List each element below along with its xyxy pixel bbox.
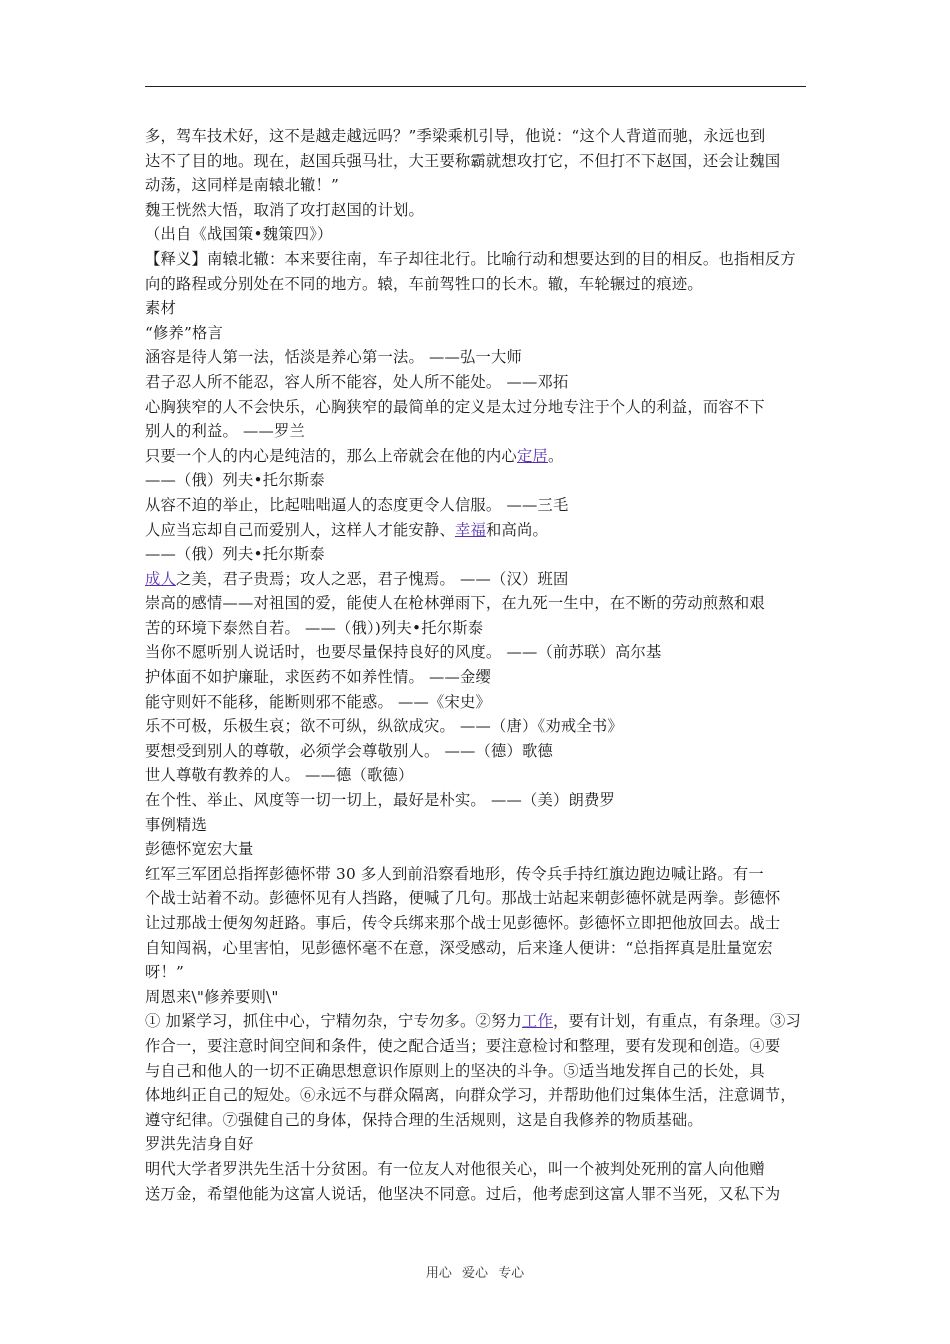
text-line [145,370,813,395]
text-line [145,493,813,518]
text-segment: 动荡，这同样是南辕北辙！” [145,176,339,195]
text-segment: 世人尊敬有教养的人。 ——德（歌德） [145,766,414,785]
text-line [145,640,813,665]
document-body [145,124,813,1206]
text-line [145,149,813,174]
text-line [145,542,813,567]
text-segment: 呀！” [145,963,185,982]
text-line [145,591,813,616]
inline-link[interactable]: 成人 [145,569,176,588]
text-line [145,886,813,911]
text-segment: 明代大学者罗洪先生活十分贫困。有一位友人对他很关心，叫一个被判处死刑的富人向他赠 [145,1159,765,1178]
text-segment: ——（俄）列夫•托尔斯泰 [145,545,325,564]
text-line [145,173,813,198]
text-segment: 自知闯祸，心里害怕，见彭德怀毫不在意，深受感动，后来逢人便讲：“总指挥真是肚量宽宏 [145,938,773,957]
page-footer: 用心 爱心 专心 [425,1266,525,1281]
text-segment: ① 加紧学习，抓住中心，宁精勿杂，宁专勿多。②努力 [145,1012,522,1031]
text-line [145,296,813,321]
text-segment: 彭德怀宽宏大量 [145,840,254,859]
text-segment: 当你不愿听别人说话时，也要尽量保持良好的风度。 ——（前苏联）高尔基 [145,643,662,662]
text-segment: 作合一，要注意时间空间和条件，使之配合适当；要注意检讨和整理，要有发现和创造。④要 [145,1036,781,1055]
text-segment: 事例精选 [145,815,207,834]
text-segment: 遵守纪律。⑦强健自己的身体，保持合理的生活规则，这是自我修养的物质基础。 [145,1110,703,1129]
text-line [145,518,813,543]
text-line [145,1108,813,1133]
text-segment: ——（俄）列夫•托尔斯泰 [145,471,325,490]
inline-link[interactable]: 定居 [516,446,548,465]
text-segment: 在个性、举止、风度等一切一切上，最好是朴实。 ——（美）朗费罗 [145,791,615,810]
text-line [145,124,813,149]
text-segment: 素材 [145,299,176,318]
text-line [145,345,813,370]
text-line [145,616,813,641]
text-line [145,198,813,223]
text-segment: 崇高的感情——对祖国的爱，能使人在枪林弹雨下，在九死一生中，在不断的劳动煎熬和艰 [145,594,765,613]
text-line [145,714,813,739]
text-segment: 与自己和他人的一切不正确思想意识作原则上的坚决的斗争。⑤适当地发挥自己的长处，具 [145,1061,765,1080]
text-segment: 魏王恍然大悟，取消了攻打赵国的计划。 [145,200,424,219]
text-line [145,1034,813,1059]
text-segment: 苦的环境下泰然自若。 ——（俄）)列夫•托尔斯泰 [145,618,484,637]
text-line [145,690,813,715]
text-line [145,739,813,764]
text-segment: 和高尚。 [485,520,548,539]
text-segment: ，要有计划，有重点，有条理。③习 [553,1012,801,1031]
text-line [145,444,813,469]
text-segment: 。 [547,446,564,465]
text-line [145,567,813,592]
text-line [145,395,813,420]
text-segment: 让过那战士便匆匆赶路。事后，传令兵绑来那个战士见彭德怀。彭德怀立即把他放回去。战士 [145,914,781,932]
text-line [145,813,813,838]
text-segment: 别人的利益。 ——罗兰 [145,422,306,441]
text-line [145,763,813,788]
text-segment: 个战士站着不动。彭德怀见有人挡路，便喊了几句。那战士站起来朝彭德怀就是两拳。彭德怀 [145,889,781,908]
text-line [145,788,813,813]
text-segment: 君子忍人所不能忍，容人所不能容，处人所不能处。 ——邓拓 [145,372,569,391]
header-rule [145,86,806,87]
text-line [145,1059,813,1084]
text-segment: “修养”格言 [145,323,224,342]
text-segment: 达不了目的地。现在，赵国兵强马壮，大王要称霸就想攻打它，不但打不下赵国，还会让魏国 [145,151,781,170]
text-line [145,837,813,862]
text-line [145,911,813,936]
inline-link[interactable]: 幸福 [454,520,486,539]
text-line [145,468,813,493]
text-line [145,419,813,444]
text-segment: 多，驾车技术好，这不是越走越远吗？”季梁乘机引导，他说：“这个人背道而驰，永远也到 [145,127,766,145]
text-line [145,272,813,297]
text-segment: 只要一个人的内心是纯洁的，那么上帝就会在他的内心 [145,446,517,465]
text-segment: 【释义】南辕北辙：本来要往南，车子却往北行。比喻行动和想要达到的目的相反。也指相反方 [145,249,796,268]
text-segment: 之美，君子贵焉；攻人之恶，君子愧焉。 ——（汉）班固 [176,569,569,588]
text-segment: 向的路程或分别处在不同的地方。辕，车前驾牲口的长木。辙，车轮辗过的痕迹。 [145,274,703,293]
text-segment: 红军三军团总指挥彭德怀带 30 多人到前沿察看地形，传令兵手持红旗边跑边喊让路。有一 [145,864,764,883]
text-line [145,1083,813,1108]
text-line [145,1132,813,1157]
inline-link[interactable]: 工作 [522,1012,553,1031]
text-segment: 人应当忘却自己而爱别人，这样人才能安静、 [145,520,455,539]
text-segment: 周恩来\"修养要则\" [145,987,279,1006]
text-line [145,862,813,887]
text-line [145,960,813,985]
text-segment: （出自《战国策•魏策四》） [145,225,333,244]
text-line [145,222,813,247]
text-line [145,1009,813,1034]
text-line [145,247,813,272]
text-line [145,1157,813,1182]
text-segment: 体地纠正自己的短处。⑥永远不与群众隔离，向群众学习，并帮助他们过集体生活，注意调节， [145,1086,796,1105]
text-segment: 护体面不如护廉耻，求医药不如养性情。 ——金缨 [145,668,491,687]
text-segment: 能守则奸不能移，能断则邪不能惑。 ——《宋史》 [145,692,491,711]
text-segment: 乐不可极，乐极生哀；欲不可纵，纵欲成灾。 ——（唐）《劝戒全书》 [145,717,623,736]
text-segment: 心胸狭窄的人不会快乐，心胸狭窄的最简单的定义是太过分地专注于个人的利益，而容不下 [145,397,765,416]
text-segment: 从容不迫的举止，比起咄咄逼人的态度更令人信服。 ——三毛 [145,495,569,514]
text-segment: 送万金，希望他能为这富人说话，他坚决不同意。过后，他考虑到这富人罪不当死，又私下为 [145,1184,781,1203]
text-line [145,665,813,690]
text-segment: 罗洪先洁身自好 [145,1135,254,1154]
text-line [145,985,813,1010]
text-line [145,1182,813,1207]
text-segment: 涵容是待人第一法，恬淡是养心第一法。 ——弘一大师 [145,348,522,367]
text-line [145,321,813,346]
text-line [145,936,813,961]
text-segment: 要想受到别人的尊敬，必须学会尊敬别人。 ——（德）歌德 [145,741,553,760]
